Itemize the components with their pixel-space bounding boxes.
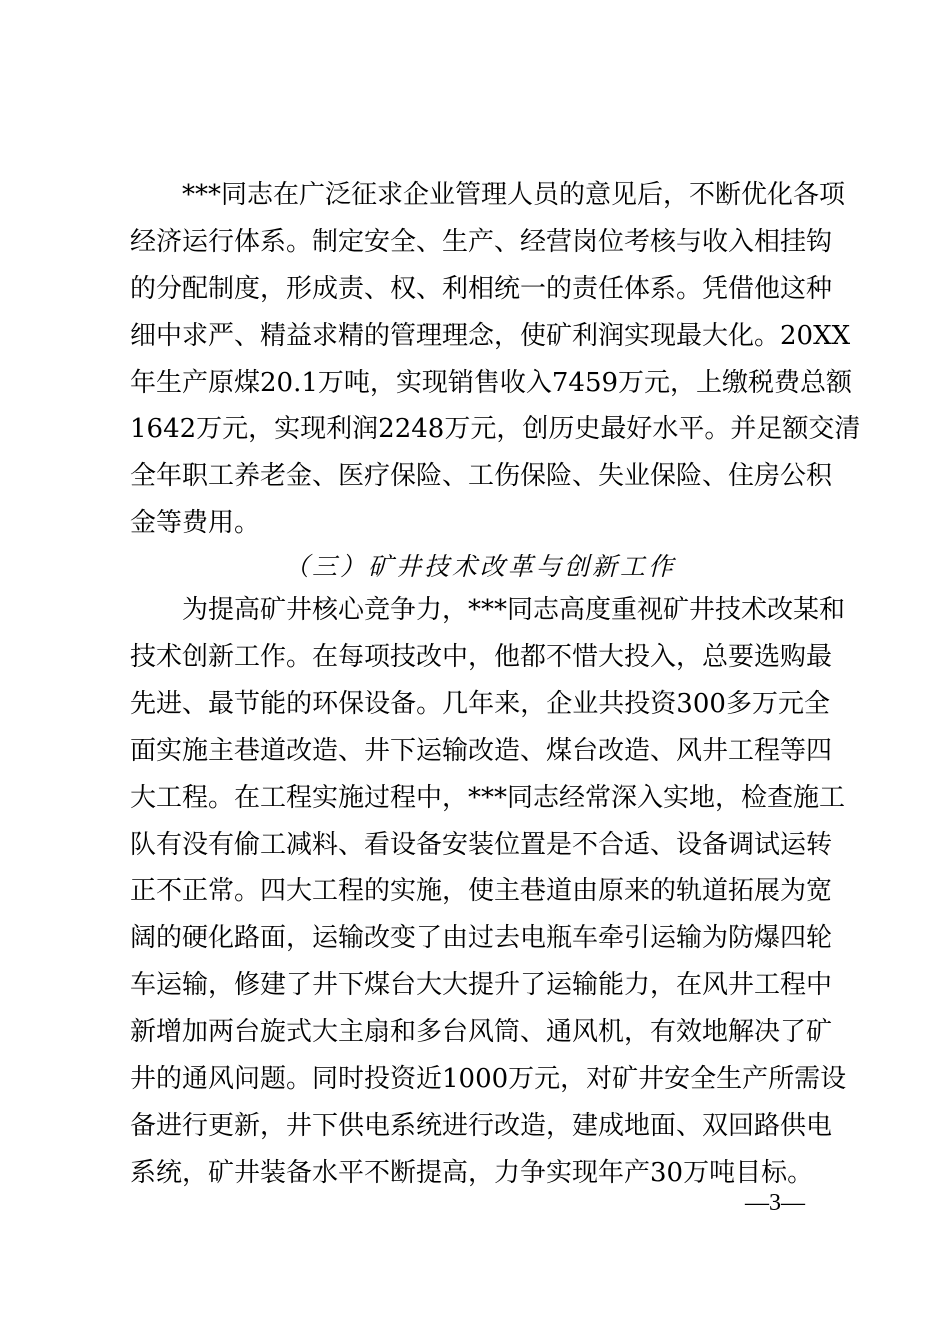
text-line: ***同志在广泛征求企业管理人员的意见后，不断优化各项 — [182, 180, 846, 210]
text-line: 备进行更新，井下供电系统进行改造，建成地面、双回路供电 — [130, 1110, 833, 1141]
text-line: 面实施主巷道改造、井下运输改造、煤台改造、风井工程等四 — [130, 735, 833, 766]
text-line: 阔的硬化路面，运输改变了由过去电瓶车牵引运输为防爆四轮 — [130, 923, 833, 954]
document-body — [130, 172, 861, 1197]
text-line: 井的通风问题。同时投资近1000万元，对矿井安全生产所需设 — [130, 1064, 847, 1095]
text-line: 全年职工养老金、医疗保险、工伤保险、失业保险、住房公积 — [130, 461, 833, 492]
text-line: 细中求严、精益求精的管理理念，使矿利润实现最大化。20XX — [130, 320, 851, 351]
text-line: 年生产原煤20.1万吨，实现销售收入7459万元，上缴税费总额 — [130, 367, 853, 398]
text-line: 技术创新工作。在每项技改中，他都不惜大投入，总要选购最 — [130, 642, 833, 673]
text-line: 大工程。在工程实施过程中，***同志经常深入实地，检查施工 — [130, 782, 846, 813]
text-line: 车运输，修建了井下煤台大大提升了运输能力，在风井工程中 — [130, 970, 833, 1001]
text-line: 的分配制度，形成责、权、利相统一的责任体系。凭借他这种 — [130, 273, 833, 304]
text-line: 队有没有偷工减料、看设备安装位置是不合适、设备调试运转 — [130, 829, 833, 860]
text-line: 先进、最节能的环保设备。几年来，企业共投资300多万元全 — [130, 688, 830, 719]
page-number: —3— — [745, 1190, 805, 1216]
text-line: 1642万元，实现利润2248万元，创历史最好水平。并足额交清 — [130, 414, 861, 445]
text-line: 正不正常。四大工程的实施，使主巷道由原来的轨道拓展为宽 — [130, 876, 833, 907]
section-heading: （三）矿井技术改革与创新工作 — [283, 552, 676, 582]
text-line: 系统，矿井装备水平不断提高，力争实现年产30万吨目标。 — [130, 1157, 814, 1188]
text-line: 为提高矿井核心竞争力，***同志高度重视矿井技术改某和 — [182, 595, 846, 626]
paragraph-1 — [130, 172, 861, 547]
text-line: 金等费用。 — [130, 508, 261, 539]
text-line: 经济运行体系。制定安全、生产、经营岗位考核与收入相挂钩 — [130, 226, 833, 257]
text-line: 新增加两台旋式大主扇和多台风筒、通风机，有效地解决了矿 — [130, 1017, 833, 1048]
paragraph-2 — [130, 587, 847, 1197]
